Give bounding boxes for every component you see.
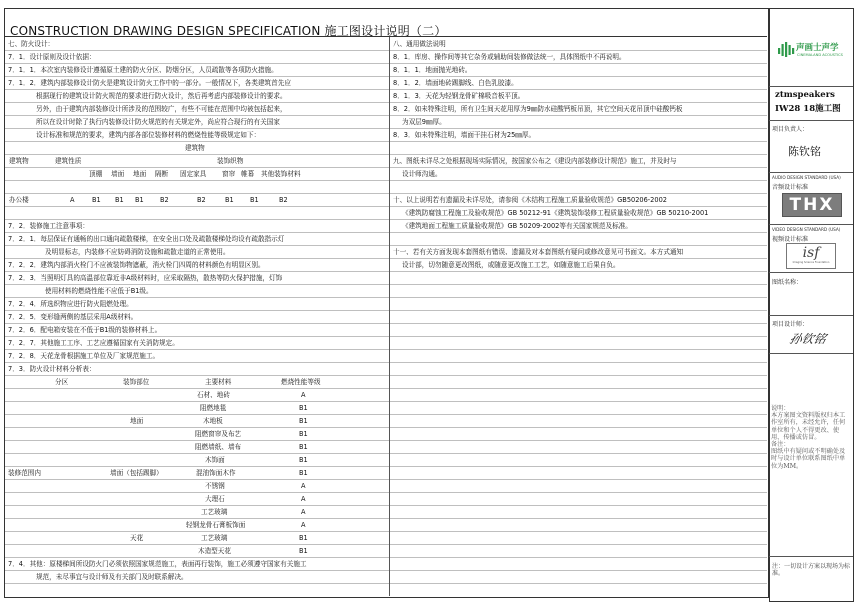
designer-signature: 孙钦铭 <box>788 332 828 346</box>
table1-spacer <box>5 181 389 194</box>
clause-7-1-2-line5: 设计标准和规范的要求，建筑内部各部位装修材料的燃烧性能等级规定如下： <box>5 129 389 142</box>
blank-row <box>390 233 767 246</box>
table2-row: 工艺玻璃 A <box>5 506 389 519</box>
blank-row <box>390 480 767 493</box>
blank-row <box>390 350 767 363</box>
thx-logo: THX <box>782 193 842 217</box>
clause-7-2-5: 7．2．5．变形缝两侧的基层采用A级材料。 <box>5 311 389 324</box>
table2-row: 木造型天花 B1 <box>5 545 389 558</box>
isf-logo-subtitle: Imaging Science Foundation <box>792 261 830 264</box>
clause-7-2-7: 7．2．7．其他施工工序、工艺应遵循国家有关消防规定。 <box>5 337 389 350</box>
blank-row <box>390 506 767 519</box>
table2-row: 阻燃墙纸、墙布 B1 <box>5 441 389 454</box>
clause-8-1-2: 8．1．2．墙面地砖踢脚线、白色乳胶漆。 <box>390 77 767 90</box>
notes-block <box>771 405 851 470</box>
tb-divider <box>769 353 853 354</box>
table1-row-office: 办公楼 A B1 B1 B1 B2 B2 B1 B1 B2 <box>5 194 389 207</box>
isf-logo <box>786 243 836 269</box>
blank-row <box>390 441 767 454</box>
table2-row: 阻燃窗帘及布艺 B1 <box>5 428 389 441</box>
section-11-line2: 设计部，切勿随意更改图纸，或随意更改施工工艺，如随意施工后果自负。 <box>390 259 767 272</box>
table1-subheader: 顶棚 墙面 地面 隔断 固定家具 窗帘 帷幕 其他装饰材料 <box>5 168 389 181</box>
table2-row: 不锈钢 A <box>5 480 389 493</box>
clause-7-1-2-line2: 根据现行的建筑设计防火规范的要求进行防火设计，然后再考虑内部装修设计的要求。 <box>5 90 389 103</box>
section-10: 十、以上说明若有遗漏及未详尽处，请参阅《木结构工程施工质量验收规范》GB50206-2002 <box>390 194 767 207</box>
table2-header: 分区 装饰部位 主要材料 燃烧性能等级 <box>5 376 389 389</box>
blank-row <box>390 558 767 571</box>
blank-row <box>390 389 767 402</box>
blank-row <box>390 571 767 584</box>
sheet-name-label: 图纸名称： <box>772 279 803 286</box>
blank-row <box>390 363 767 376</box>
table2-row: 木饰面 B1 <box>5 454 389 467</box>
tb-divider <box>769 224 853 225</box>
table2-row: 大理石 A <box>5 493 389 506</box>
table1-header-row2: 建筑物 建筑性质 装饰织物 <box>5 155 389 168</box>
designer-label: 项目设计师： <box>772 321 809 328</box>
project-manager-label: 项目负责人： <box>772 126 809 133</box>
drawing-id-line1: ztmspeakers <box>775 90 835 100</box>
clause-8-2: 8．2．如未特殊注明，所有卫生间天花用厚为9㎜防水硅酸钙板吊顶，其它空间天花吊顶中硅酸钙板 <box>390 103 767 116</box>
notes-text: 说明： 本方案图文资料版权归本工作室所有，未经允许，任何单位和个人不得更改、使用、传播或仿冒。 备注： 图纸中有疑问或不明确处及时与设计单位联系图纸中单位为MM。 <box>771 405 846 470</box>
blank-row <box>390 519 767 532</box>
blank-row <box>390 181 767 194</box>
clause-7-1-2-line3: 另外，由于建筑内部装修设计所涉及的范围较广，有些不可能在范围中均被包括起来， <box>5 103 389 116</box>
brand-english: CINEMALAND ACOUSTICS <box>797 53 843 57</box>
blank-row <box>390 376 767 389</box>
clause-8-1-1: 8．1．1．地面抛光地砖。 <box>390 64 767 77</box>
clause-7-2-3-line2: 使用材料的燃烧性能不应低于B1级。 <box>5 285 389 298</box>
clause-7-4-line2: 规范，未尽事宜与设计师及有关部门及时联系解决。 <box>5 571 389 584</box>
project-manager-name: 陈钦铭 <box>788 145 821 158</box>
blank-row <box>390 142 767 155</box>
tb-divider <box>769 556 853 557</box>
clause-7-2-1: 7．2．1．每层保证有通畅的出口通向疏散楼梯，在安全出口处及疏散楼梯处均设有疏散指示灯 <box>5 233 389 246</box>
clause-7-4: 7．4．其他：原楼梯间所设防火门必须依照国家规范施工，表面再行装饰，施工必须遵守国家有关施工 <box>5 558 389 571</box>
title-divider <box>4 36 767 37</box>
brand-name: 声画士声学 <box>796 43 839 53</box>
blank-row <box>390 545 767 558</box>
clause-8-1: 8．1．库房、操作间等其它杂务或辅助间装修做法统一，具体图纸中不再说明。 <box>390 51 767 64</box>
clause-8-1-3: 8．1．3．天花为轻钢龙骨矿棉吸音板平顶。 <box>390 90 767 103</box>
blank-row <box>390 402 767 415</box>
table1-spacer2 <box>5 207 389 220</box>
table2-row: 地面 木地板 B1 <box>5 415 389 428</box>
table2-row: 阻燃地毯 B1 <box>5 402 389 415</box>
clause-7-2: 7．2．装修施工注意事项： <box>5 220 389 233</box>
blank-row <box>390 415 767 428</box>
clause-8-2-line2: 为双层9㎜厚。 <box>390 116 767 129</box>
section-8-heading: 八、通用做法说明 <box>390 38 767 51</box>
video-standard-label: 视频设计标准 <box>772 236 809 243</box>
clause-7-2-2: 7．2．2．建筑内部消火栓门不应被装饰物遮蔽，消火栓门四周的材料颜色有明显区别。 <box>5 259 389 272</box>
blank-row <box>390 298 767 311</box>
clause-7-1-2-line4: 所以在设计时除了执行内装修设计防火规范的有关规定外，尚应符合现行的有关国家 <box>5 116 389 129</box>
tb-divider <box>769 315 853 316</box>
blank-row <box>390 337 767 350</box>
clause-7-3: 7．3．防火设计材料分析表： <box>5 363 389 376</box>
tb-divider <box>769 120 853 121</box>
table2-row: 装修范围内 墙面（包括踢脚） 混油饰面木作 B1 <box>5 467 389 480</box>
drawing-id-line2: IW28 18施工图 <box>775 104 841 114</box>
video-standard-en: VIDEO DESIGN STANDARD (USA) <box>772 227 841 232</box>
section-10-line3: 《建筑地面工程施工质量验收规范》GB 50209-2002等有关国家规范及标准。 <box>390 220 767 233</box>
blank-row <box>390 428 767 441</box>
section-7-heading: 七、防火设计： <box>5 38 389 51</box>
tb-divider <box>769 172 853 173</box>
brand-logo-icon <box>777 40 795 58</box>
blank-row <box>390 532 767 545</box>
audio-standard-en: AUDIO DESIGN STANDARD (USA) <box>772 175 841 180</box>
clause-7-2-3: 7．2．3．当照明灯具的高温部位靠近非A级材料时，应采取隔热，散热等防火保护措施，灯饰 <box>5 272 389 285</box>
blank-row <box>390 311 767 324</box>
clause-7-1-1: 7．1．1．本次室内装修设计遵循原土建的防火分区、防烟分区，人员疏散等各项防火措施。 <box>5 64 389 77</box>
table2-row: 轻钢龙骨石膏板饰面 A <box>5 519 389 532</box>
table2-row: 石材、地砖 A <box>5 389 389 402</box>
blank-row <box>390 454 767 467</box>
clause-7-2-4: 7．2．4．所选织物应进行防火阻燃处理。 <box>5 298 389 311</box>
blank-row <box>390 324 767 337</box>
clause-7-1: 7．1．设计原则及设计依据： <box>5 51 389 64</box>
section-9-line2: 设计师沟通。 <box>390 168 767 181</box>
section-9: 九、图纸未详尽之处根据现场实际情况，按国家公布之《建设内部装修设计规范》施工，并及时与 <box>390 155 767 168</box>
table1-header-row1: 建筑物 <box>5 142 389 155</box>
audio-standard-label: 音频设计标准 <box>772 184 809 191</box>
clause-7-2-8: 7．2．8．天花龙骨根据施工单位及厂家规范施工。 <box>5 350 389 363</box>
clause-8-3: 8．3．如未特殊注明，墙面干挂石材为25㎜厚。 <box>390 129 767 142</box>
document-title: CONSTRUCTION DRAWING DESIGN SPECIFICATION 施工图设计说明（二） <box>10 24 447 38</box>
tb-divider <box>769 86 853 87</box>
blank-row <box>390 285 767 298</box>
clause-7-2-6: 7．2．6．配电箱安装在不低于B1级的装修材料上。 <box>5 324 389 337</box>
tb-divider <box>769 272 853 273</box>
footer-note: 注：一切设计方案以现场为标准。 <box>772 563 851 577</box>
table2-row: 天花 工艺玻璃 B1 <box>5 532 389 545</box>
blank-row <box>390 272 767 285</box>
clause-7-1-2: 7．1．2．建筑内部装修设计防火是建筑设计防火工作中的一部分。一般情况下，各类建筑首先应 <box>5 77 389 90</box>
clause-7-2-1-line2: 及明显标志，内装修不应妨碍消防设施和疏散走道的正常使用。 <box>5 246 389 259</box>
blank-row <box>390 493 767 506</box>
blank-row <box>390 467 767 480</box>
isf-logo-text: isf <box>802 245 820 261</box>
section-11: 十一、若有关方面发现本套图纸有错误、遗漏及对本套图纸有疑问或修改意见可书面文。本方式通知 <box>390 246 767 259</box>
section-10-line2: 《建筑防腐蚀工程施工及验收规范》GB 50212-91《建筑装饰装修工程质量验收规范》GB 50210-2001 <box>390 207 767 220</box>
